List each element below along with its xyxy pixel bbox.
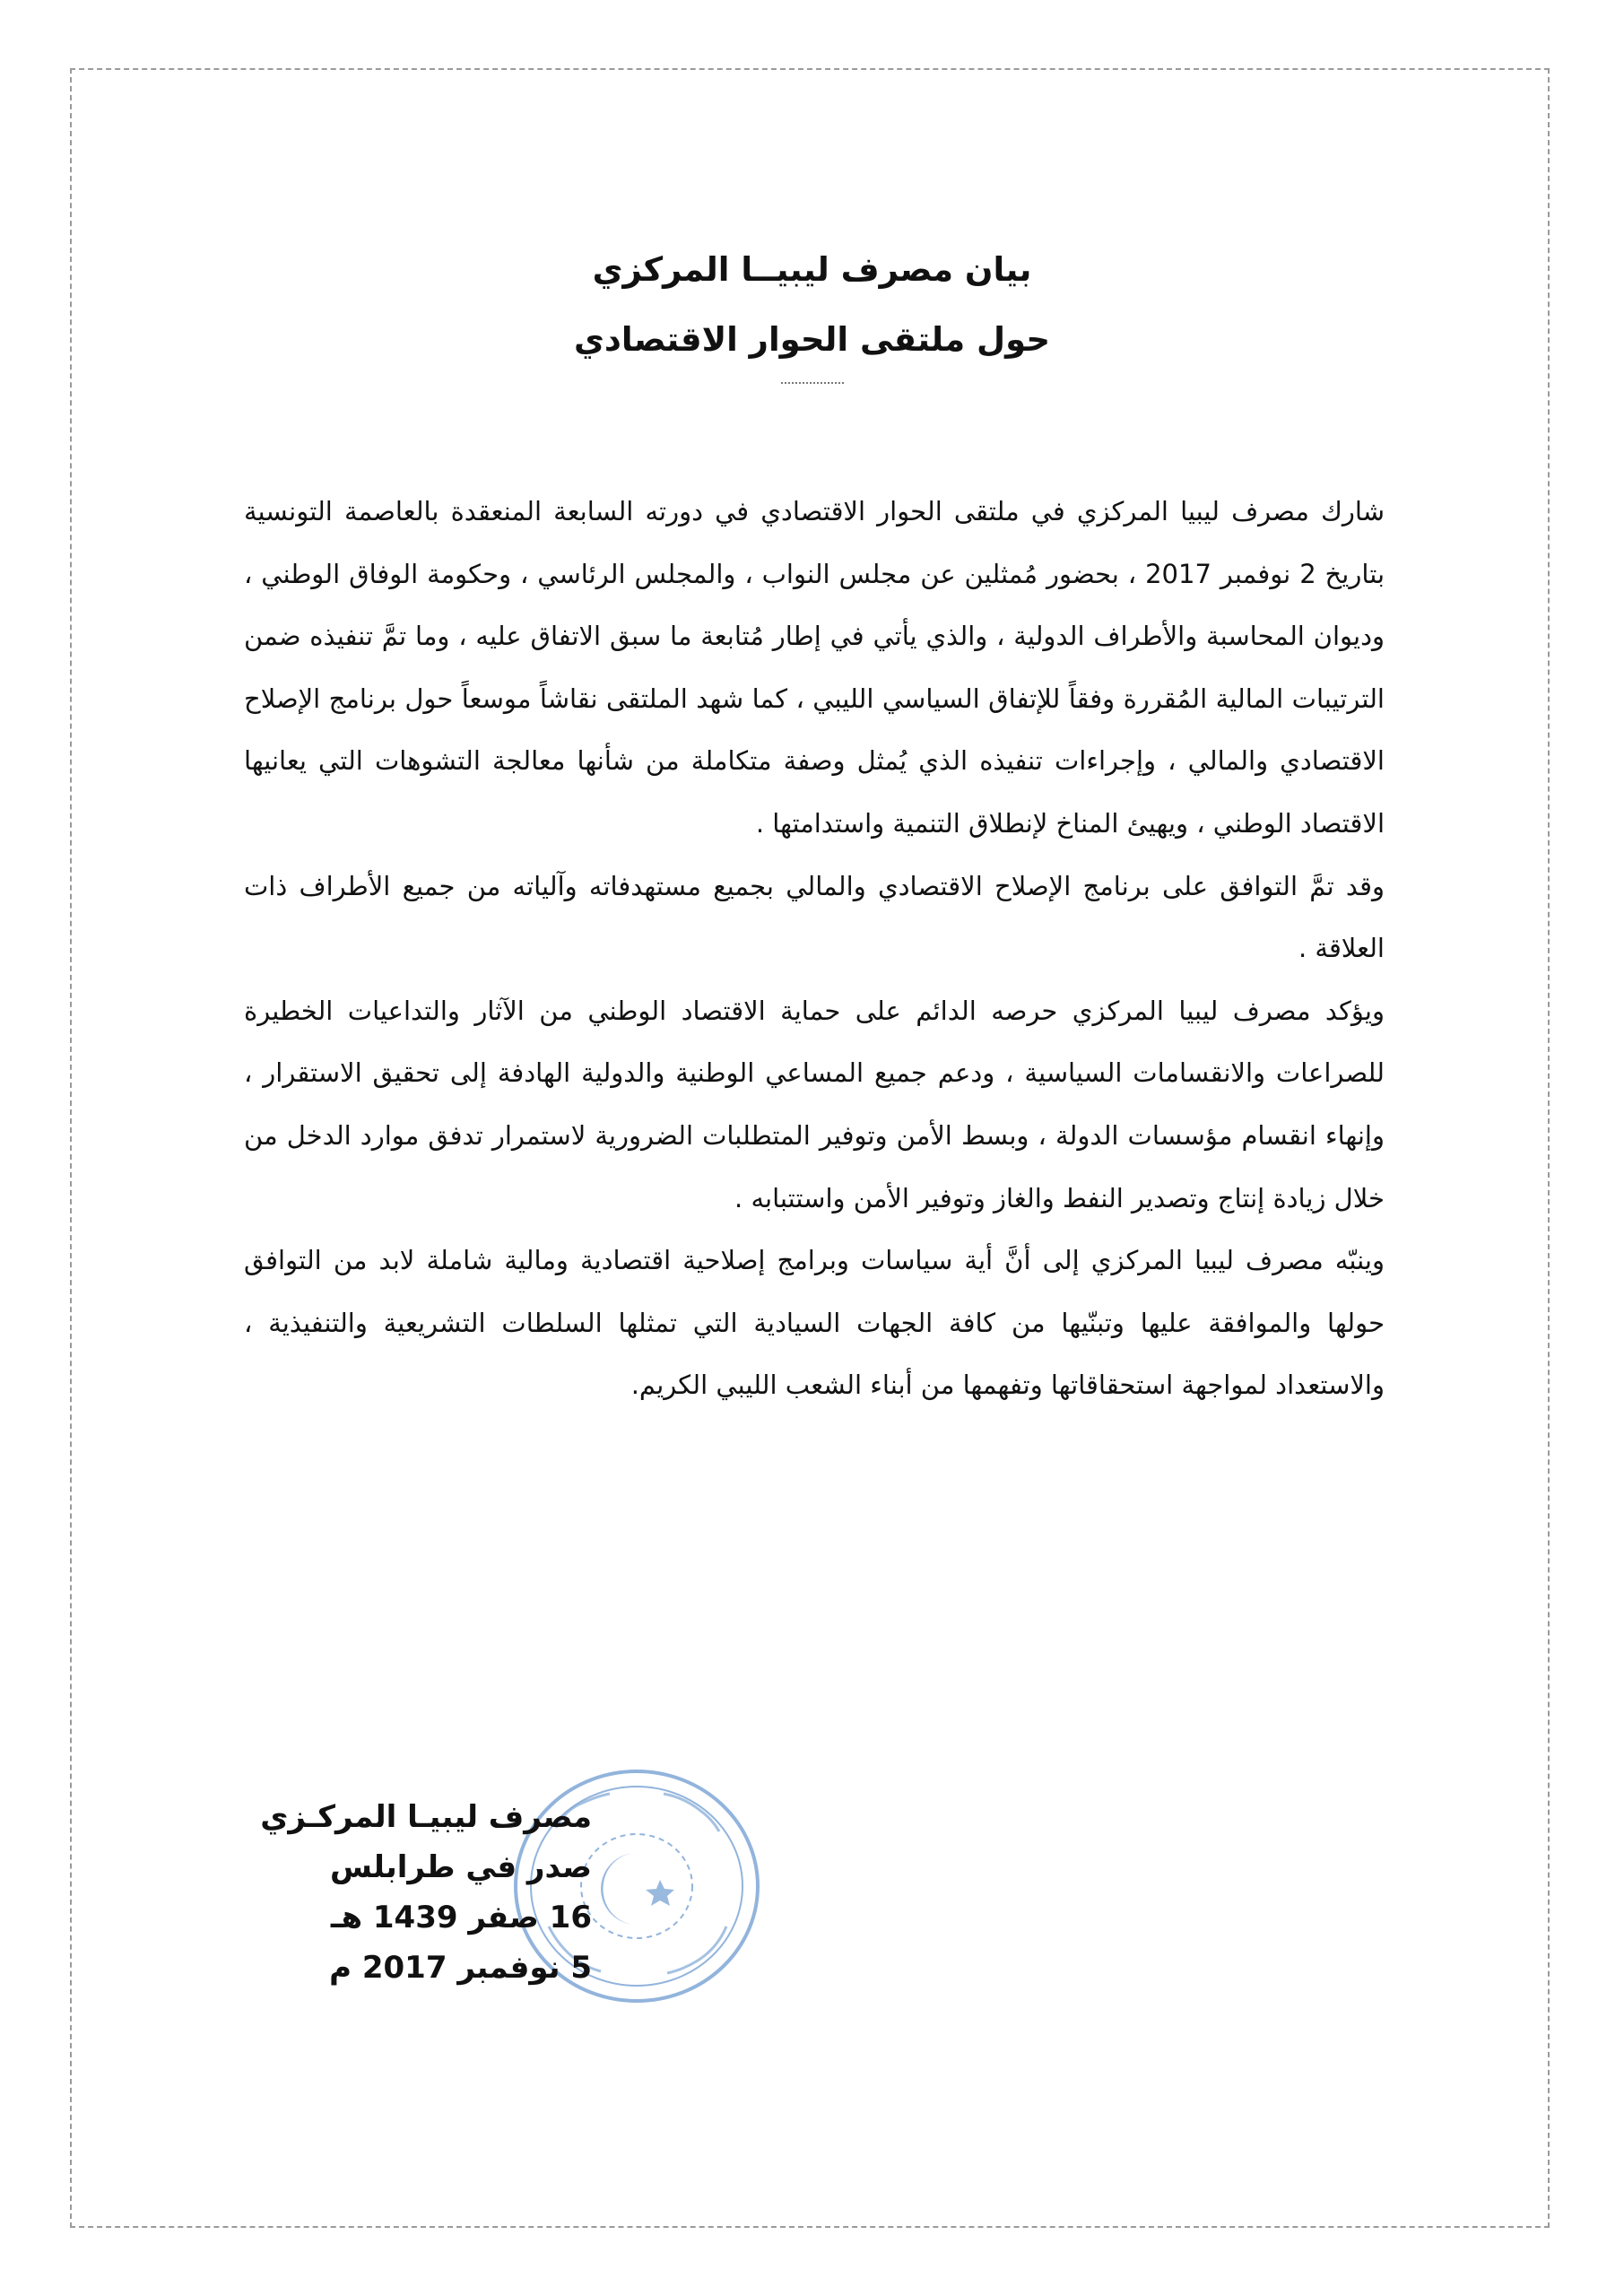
title-block bbox=[0, 235, 1624, 384]
signature-gregorian-date: 5 نوفمبر 2017 م bbox=[329, 1950, 592, 1986]
paragraph: ويؤكد مصرف ليبيا المركزي حرصه الدائم على حماية الاقتصاد الوطني من الآثار والتداعيات الخطيرة للصراعات والانقسامات السياسية ، ودعم جميع المساعي الوطنية والدولية الهادفة إلى تحقيق الاستقرار ، وإنهاء انقسام مؤسسات الدولة ، وبسط الأمن وتوفير المتطلبات الضرورية لاستمرار تدفق موارد الدخل من خلال زيادة إنتاج وتصدير النفط والغاز وتوفير الأمن واستتبابه . bbox=[244, 995, 1385, 1213]
signature-hijri-date: 16 صفر 1439 هـ bbox=[330, 1900, 592, 1935]
signature-block bbox=[260, 1792, 592, 1993]
paragraph: وقد تمَّ التوافق على برنامج الإصلاح الاقتصادي والمالي بجميع مستهدفاته وآلياته من جميع الأطراف ذات العلاقة . bbox=[244, 870, 1385, 964]
paragraph: وينبّه مصرف ليبيا المركزي إلى أنَّ أية سياسات وبرامج إصلاحية اقتصادية ومالية شاملة لابد من التوافق حولها والموافقة عليها وتبنّيها من كافة الجهات السيادية التي تمثلها السلطات التشريعية والتنفيذية ، والاستعداد لمواجهة استحقاقاتها وتفهمها من أبناء الشعب الليبي الكريم. bbox=[244, 1245, 1385, 1401]
paragraph: شارك مصرف ليبيا المركزي في ملتقى الحوار الاقتصادي في دورته السابعة المنعقدة بالعاصمة التونسية بتاريخ 2 نوفمبر 2017 ، بحضور مُمثلين عن مجلس النواب ، والمجلس الرئاسي ، وحكومة الوفاق الوطني ، وديوان المحاسبة والأطراف الدولية ، والذي يأتي في إطار مُتابعة ما سبق الاتفاق عليه ، وما تمَّ تنفيذه ضمن الترتيبات المالية المُقررة وفقاً للإتفاق السياسي الليبي ، كما شهد الملتقى نقاشاً موسعاً حول برنامج الإصلاح الاقتصادي والمالي ، وإجراءات تنفيذه الذي يُمثل وصفة متكاملة من شأنها معالجة التشوهات التي يعانيها الاقتصاد الوطني ، ويهيئ المناخ لإنطلاق التنمية واستدامتها . bbox=[244, 496, 1385, 839]
document-subtitle: حول ملتقى الحوار الاقتصادي bbox=[573, 320, 1051, 359]
statement-body bbox=[244, 481, 1385, 1417]
signature-place: صدر في طرابلس bbox=[330, 1849, 592, 1885]
signature-bank-name: مصرف ليبيـا المركـزي bbox=[260, 1799, 592, 1835]
title-divider bbox=[781, 382, 844, 384]
document-title: بيان مصرف ليبيــا المركزي bbox=[592, 250, 1032, 289]
